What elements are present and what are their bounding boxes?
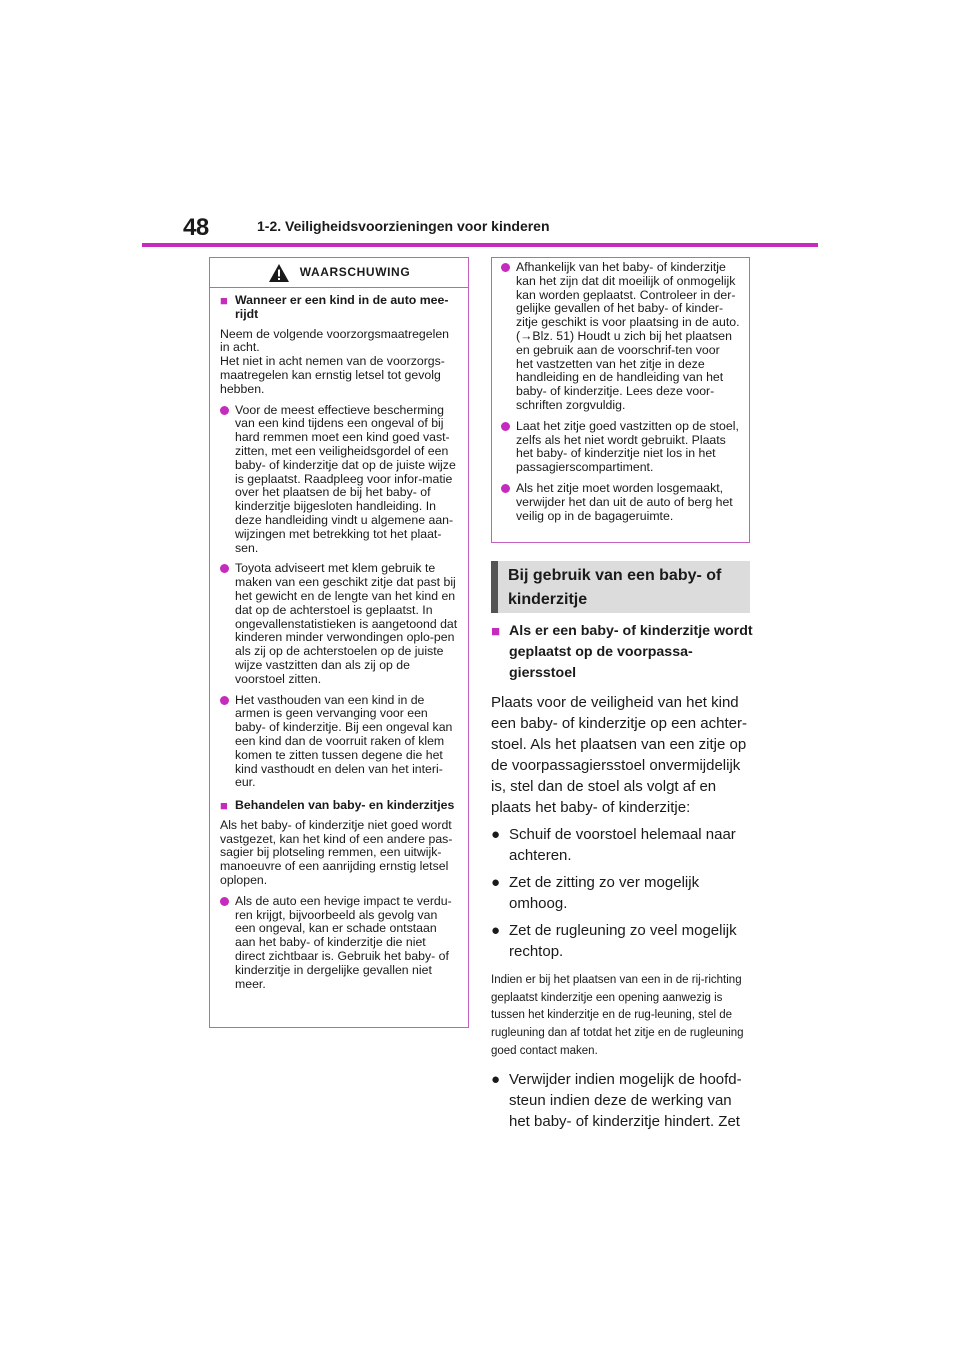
main-bullet-text: Schuif de voorstoel helemaal naar achteren. [509,826,736,864]
section-title-line-2: kinderzitje [508,591,588,608]
main-heading [491,621,753,684]
warning-bullet [220,694,458,791]
main-bullet-text: Verwijder indien mogelijk de hoofd-steun indien deze de werking van het baby- of kinderzitje hindert. Zet [509,1070,742,1130]
round-bullet-icon [220,897,229,906]
warning-box [209,257,469,1028]
warning-heading-2 [220,799,458,813]
warning-continued-box [491,257,750,543]
page-number: 48 [183,214,209,241]
main-note: Indien er bij het plaatsen van een in de rij-richting geplaatst kinderzitje een opening aanwezig is tussen het kinderzitje en de rug-leuning, stel de rugleuning dan af totdat het zitje en de rugleuning goed contact maken. [491,974,744,1057]
warning-cont-bullet-text: Afhankelijk van het baby- of kinderzitje kan het zijn dat dit moeilijk of onmogelijk kan worden geplaatst. Controleer in der-gelijke gevallen of het baby- of kinder-zitje geschikt is voor plaatsing in de auto. (→Blz. 51) Houdt u zich bij het plaatsen en gebruik aan de voorschrif-ten voor het vastzetten van het zitje in deze handleiding en de handleiding van het baby- of kinderzitje. Lees deze voor-schriften zorgvuldig. [516,260,740,412]
round-bullet-icon [501,484,510,493]
warning-bullet-text: Als de auto een hevige impact te verdu-ren krijgt, bijvoorbeeld als gevolg van een ongeval, kan er schade ontstaan aan het baby- of kinderzitje die niet direct zichtbaar is. Gebruik het baby- of kinderzitje in dergelijke gevallen niet meer. [235,893,452,991]
section-header-title: 1-2. Veiligheidsvoorzieningen voor kinderen [257,218,550,234]
warning-bullet [220,895,458,992]
warning-bullet [220,404,458,556]
warning-para-2: Als het baby- of kinderzitje niet goed wordt vastgezet, kan het kind of een andere pas-sagier bij plotseling remmen, een uitwijk-manoeuvre of een aanrijding ernstig letsel oplopen. [220,817,453,888]
warning-intro-line-2: Het niet in acht nemen van de voorzorgs-maatregelen kan ernstig letsel tot gevolg hebben. [220,354,445,396]
section-title-line-1: Bij gebruik van een baby- of [508,567,722,584]
main-heading-text: Als er een baby- of kinderzitje wordt geplaatst op de voorpassa-giersstoel [509,623,753,681]
warning-bullet-text: Toyota adviseert met klem gebruik te maken van een geschikt zitje dat past bij het gewicht en de lengte van het kind en dat op de achterstoel is geplaatst. In ongevallenstatistieken is aangetoond dat kinderen minder verwondingen oplo-pen als zij op de achterstoelen op de juiste wijze vastzitten dan als zij op de voorstoel zitten. [235,561,458,686]
round-bullet-icon [220,696,229,705]
warning-cont-bullet [501,420,740,475]
warning-bullet [220,562,458,686]
round-bullet-icon [501,263,510,272]
main-paragraph: Plaats voor de veiligheid van het kind een baby- of kinderzitje op een achter-stoel. Als het plaatsen van een zitje op de voorpassagiersstoel onvermijdelijk is, stel dan de stoel als volgt af en plaats het baby- of kinderzitje: [491,694,747,816]
warning-label: WAARSCHUWING [299,264,411,279]
warning-cont-bullet-text: Laat het zitje goed vastzitten op de stoel, zelfs als het niet wordt gebruikt. Plaats het baby- of kinderzitje niet los in het passagierscompartiment. [516,418,739,475]
warning-intro-line: Neem de volgende voorzorgsmaatregelen in acht. [220,326,449,355]
warning-heading-1-text: Wanneer er een kind in de auto mee-rijdt [235,293,449,321]
main-bullet-text: Zet de zitting zo ver mogelijk omhoog. [509,874,700,912]
warning-bullet-text: Het vasthouden van een kind in de armen is geen vervanging voor een baby- of kinderzitje. Bij een ongeval kan een kind dan de voorruit raken of klem komen te zitten tussen degene die het kind vasthoudt en delen van het interi-eur. [235,692,453,790]
warning-cont-bullet-text: Als het zitje moet worden losgemaakt, verwijder het dan uit de auto of berg het veilig op in de bagageruimte. [516,480,733,523]
round-bullet-icon: ● [491,1070,501,1088]
main-bullet [491,872,753,914]
warning-intro [220,328,458,397]
header-rule [142,243,818,247]
main-bullet [491,920,753,962]
main-bullet [491,1069,753,1132]
warning-triangle-icon [268,263,290,283]
warning-cont-bullet [501,261,740,413]
round-bullet-icon [501,422,510,431]
section-title-banner [491,561,750,613]
main-content [491,621,753,1132]
warning-heading-1 [220,294,458,322]
square-bullet-icon: ■ [220,293,228,308]
main-bullet-text: Zet de rugleuning zo veel mogelijk rechtop. [509,922,737,960]
square-bullet-icon: ■ [220,798,228,814]
round-bullet-icon: ● [491,826,501,843]
warning-header [210,258,468,288]
round-bullet-icon [220,406,229,415]
warning-heading-2-text: Behandelen van baby- en kinderzitjes [235,798,455,813]
round-bullet-icon: ● [491,874,501,891]
round-bullet-icon [220,564,229,573]
round-bullet-icon: ● [491,922,501,939]
warning-cont-bullet [501,482,740,523]
warning-bullet-text: Voor de meest effectieve bescherming van een kind tijdens een ongeval of bij hard remmen moet een kind goed vast-zitten, met een veiligheidsgordel of een baby- of kinderzitje dat op de juiste wijze is geplaatst. Raadpleeg voor infor-matie over het plaatsen de bij het baby- of kinderzitje bijgesloten handleiding. In deze handleiding vindt u algemene aan-wijzingen met betrekking tot het plaat-sen. [235,402,456,555]
square-bullet-icon: ■ [491,623,501,640]
main-bullet [491,824,753,866]
